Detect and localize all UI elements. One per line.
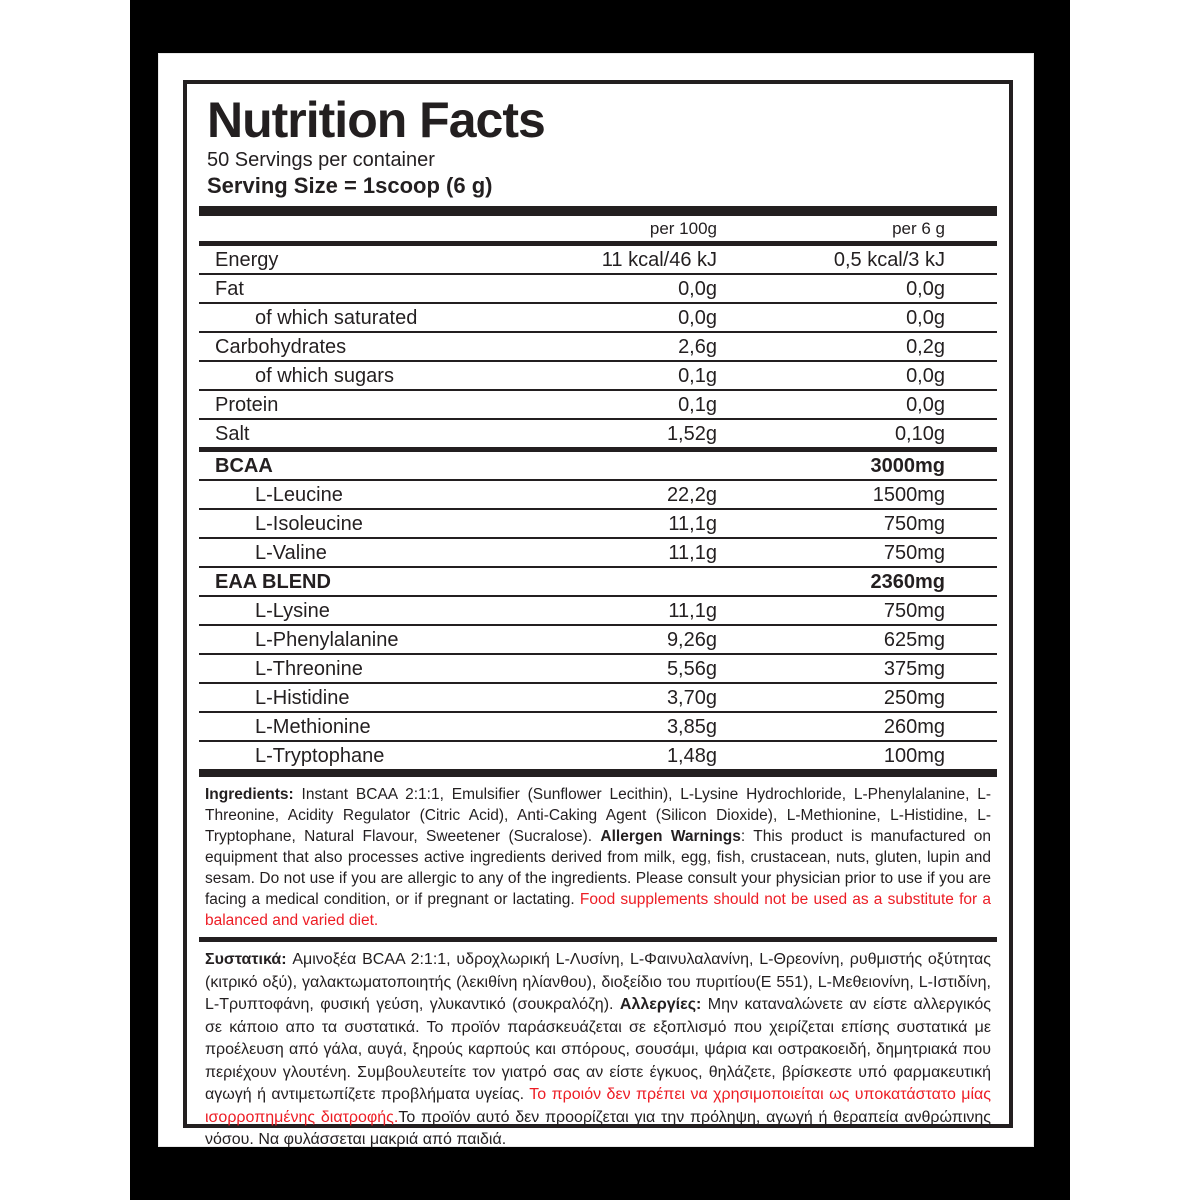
- greek-paragraph: [205, 949, 991, 1152]
- value-per-6g: 375mg: [883, 658, 945, 680]
- greek-ingredients-heading: Συστατικά:: [205, 951, 293, 968]
- table-row: [199, 626, 997, 655]
- table-row: [199, 275, 997, 304]
- value-per-100g: 3,85g: [666, 716, 717, 738]
- greek-allergen-heading: Αλλεργίες:: [619, 996, 702, 1013]
- nutrient-name: L-Lysine: [255, 600, 330, 622]
- value-per-100g: 11,1g: [668, 600, 717, 622]
- page-title: Nutrition Facts: [207, 92, 545, 148]
- nutrient-name: Carbohydrates: [215, 336, 347, 358]
- food-supplement-warning: Food supplements should not be used as a substitute for a balanced and varied diet.: [205, 891, 991, 929]
- greek-food-supplement-warning: Το προιόν δεν πρέπει να χρησιμοποιείται ως υποκατάστατο μίας ισορροπημένης διατροφής.: [205, 1086, 992, 1126]
- value-per-6g: 0,5 kcal/3 kJ: [833, 249, 945, 271]
- per-100g-column-header: per 100g: [649, 219, 717, 238]
- per-6g-column-header: per 6 g: [892, 219, 945, 238]
- table-row: [199, 597, 997, 626]
- allergen-text: : This product is manufactured on equipment that also processes active ingredients derived from milk, egg, fish, crustacean, nuts, gluten, lupin and sesam. Do not use if you are allergic to any of the ingredients. Please consult your physician prior to use if you are facing a medical condition, or if pregnant or lactating.: [205, 828, 991, 908]
- nutrient-name: L-Leucine: [255, 484, 343, 506]
- serving-size: Serving Size = 1scoop (6 g): [207, 173, 493, 198]
- value-per-100g: 0,1g: [678, 394, 717, 416]
- nutrient-name: L-Tryptophane: [255, 745, 385, 767]
- table-row: [199, 481, 997, 510]
- value-per-100g: 0,0g: [678, 278, 717, 300]
- table-row: [199, 452, 997, 481]
- value-per-6g: 0,0g: [906, 278, 945, 300]
- value-per-6g: 750mg: [883, 542, 945, 564]
- value-per-100g: 0,0g: [678, 307, 717, 329]
- value-per-6g: 250mg: [883, 687, 945, 709]
- value-per-100g: 11 kcal/46 kJ: [601, 249, 717, 271]
- nutrient-name: L-Isoleucine: [255, 513, 363, 535]
- table-row: [199, 391, 997, 420]
- table-row: [199, 333, 997, 362]
- nutrient-name: EAA BLEND: [215, 571, 331, 593]
- ingredients-heading: Ingredients:: [205, 786, 302, 803]
- value-per-6g: 260mg: [883, 716, 945, 738]
- table-row: [199, 684, 997, 713]
- table-row: [199, 742, 997, 777]
- nutrient-table: [199, 246, 997, 777]
- nutrient-name: of which saturated: [255, 307, 418, 329]
- value-per-100g: 3,70g: [666, 687, 717, 709]
- nutrient-name: BCAA: [215, 455, 273, 477]
- greek-allergen-text: Μην καταναλώνετε αν είστε αλλεργικός σε κάποιο απο τα συστατικά. Το προϊόν παράσκευάζεται σε εξοπλισμό που χειρίζεται επίσης συστατικά με προέλευση από γάλα, αυγά, ξηρούς καρπούς και σπόρους, σουσάμι, ψάρια και οστρακοειδή, δημητριακά που περιέχουν γλουτένη. Συμβουλευτείτε τον γιατρό σας αν είστε έγκυος, θηλάζετε, βρίσκεστε υπό φαρμακευτική αγωγή ή αντιμετωπίζετε προβλήματα υγείας.: [205, 996, 991, 1103]
- greek-disease-text: Το προϊόν αυτό δεν προορίζεται για την πρόληψη, αγωγή ή θεραπεία ανθρώπινης νόσου. Να φυλάσσεται μακριά από παιδιά.: [205, 1108, 992, 1148]
- nutrient-name: L-Histidine: [255, 687, 350, 709]
- allergen-heading: Allergen Warnings: [600, 828, 741, 845]
- value-per-6g: 750mg: [883, 513, 945, 535]
- value-per-6g: 750mg: [883, 600, 945, 622]
- nutrient-name: L-Methionine: [255, 716, 371, 738]
- greek-ingredients-text: Αμινοξέα BCAA 2:1:1, υδροχλωρική L-Λυσίνη, L-Φαινυλαλανίνη, L-Θρεονίνη, ρυθμιστής οξύτητας (κιτρικό οξύ), γαλακτωματοποιητής (λεκιθίνη ηλίανθου), διοξείδιο του πυριτίου(Ε 551), L-Μεθειονίνη, L-Ιστιδίνη, L-Τρυπτοφάνη, φυσική γεύση, γλυκαντικό (σουκραλόζη).: [205, 951, 991, 1013]
- ingredients-text: Instant BCAA 2:1:1, Emulsifier (Sunflower Lecithin), L-Lysine Hydrochloride, L-Phenylalanine, L-Threonine, Acidity Regulator (Citric Acid), Anti-Caking Agent (Silicon Dioxide), L-Methionine, L-Histidine, L-Tryptophane, Natural Flavour, Sweetener (Sucralose).: [205, 786, 991, 845]
- value-per-6g: 100mg: [883, 745, 945, 767]
- nutrient-name: Energy: [215, 249, 279, 271]
- value-per-6g: 0,0g: [906, 307, 945, 329]
- value-per-6g: 1500mg: [872, 484, 945, 506]
- table-row: [199, 713, 997, 742]
- header-bar: [199, 206, 997, 216]
- table-row: [199, 655, 997, 684]
- nutrient-name: Protein: [215, 394, 279, 416]
- nutrient-name: L-Valine: [255, 542, 327, 564]
- table-row: [199, 304, 997, 333]
- value-per-100g: 11,1g: [668, 542, 717, 564]
- value-per-100g: 1,48g: [666, 745, 717, 767]
- table-row: [199, 362, 997, 391]
- value-per-100g: 9,26g: [666, 629, 717, 651]
- table-row: [199, 510, 997, 539]
- nutrient-name: L-Threonine: [255, 658, 363, 680]
- nutrition-label: [183, 80, 1013, 1148]
- value-per-6g: 0,0g: [906, 394, 945, 416]
- value-per-100g: 22,2g: [666, 484, 717, 506]
- value-per-6g: 3000mg: [870, 455, 945, 477]
- value-per-100g: 11,1g: [668, 513, 717, 535]
- nutrient-name: L-Phenylalanine: [255, 629, 399, 651]
- table-row: [199, 539, 997, 568]
- paragraph-divider-bar: [199, 937, 997, 942]
- value-per-6g: 0,10g: [894, 423, 945, 445]
- servings-per-container: 50 Servings per container: [207, 149, 435, 171]
- table-row: [199, 568, 997, 597]
- table-row: [199, 246, 997, 275]
- value-per-100g: 0,1g: [678, 365, 717, 387]
- nutrient-name: Salt: [215, 423, 250, 445]
- value-per-100g: 2,6g: [678, 336, 717, 358]
- table-row: [199, 420, 997, 452]
- column-header-row: [199, 216, 997, 241]
- value-per-6g: 625mg: [883, 629, 945, 651]
- nutrient-name: Fat: [215, 278, 244, 300]
- value-per-100g: 1,52g: [666, 423, 717, 445]
- ingredients-paragraph: [205, 784, 991, 931]
- value-per-100g: 5,56g: [666, 658, 717, 680]
- value-per-6g: 2360mg: [870, 571, 945, 593]
- nutrient-name: of which sugars: [255, 365, 394, 387]
- value-per-6g: 0,0g: [906, 365, 945, 387]
- value-per-6g: 0,2g: [906, 336, 945, 358]
